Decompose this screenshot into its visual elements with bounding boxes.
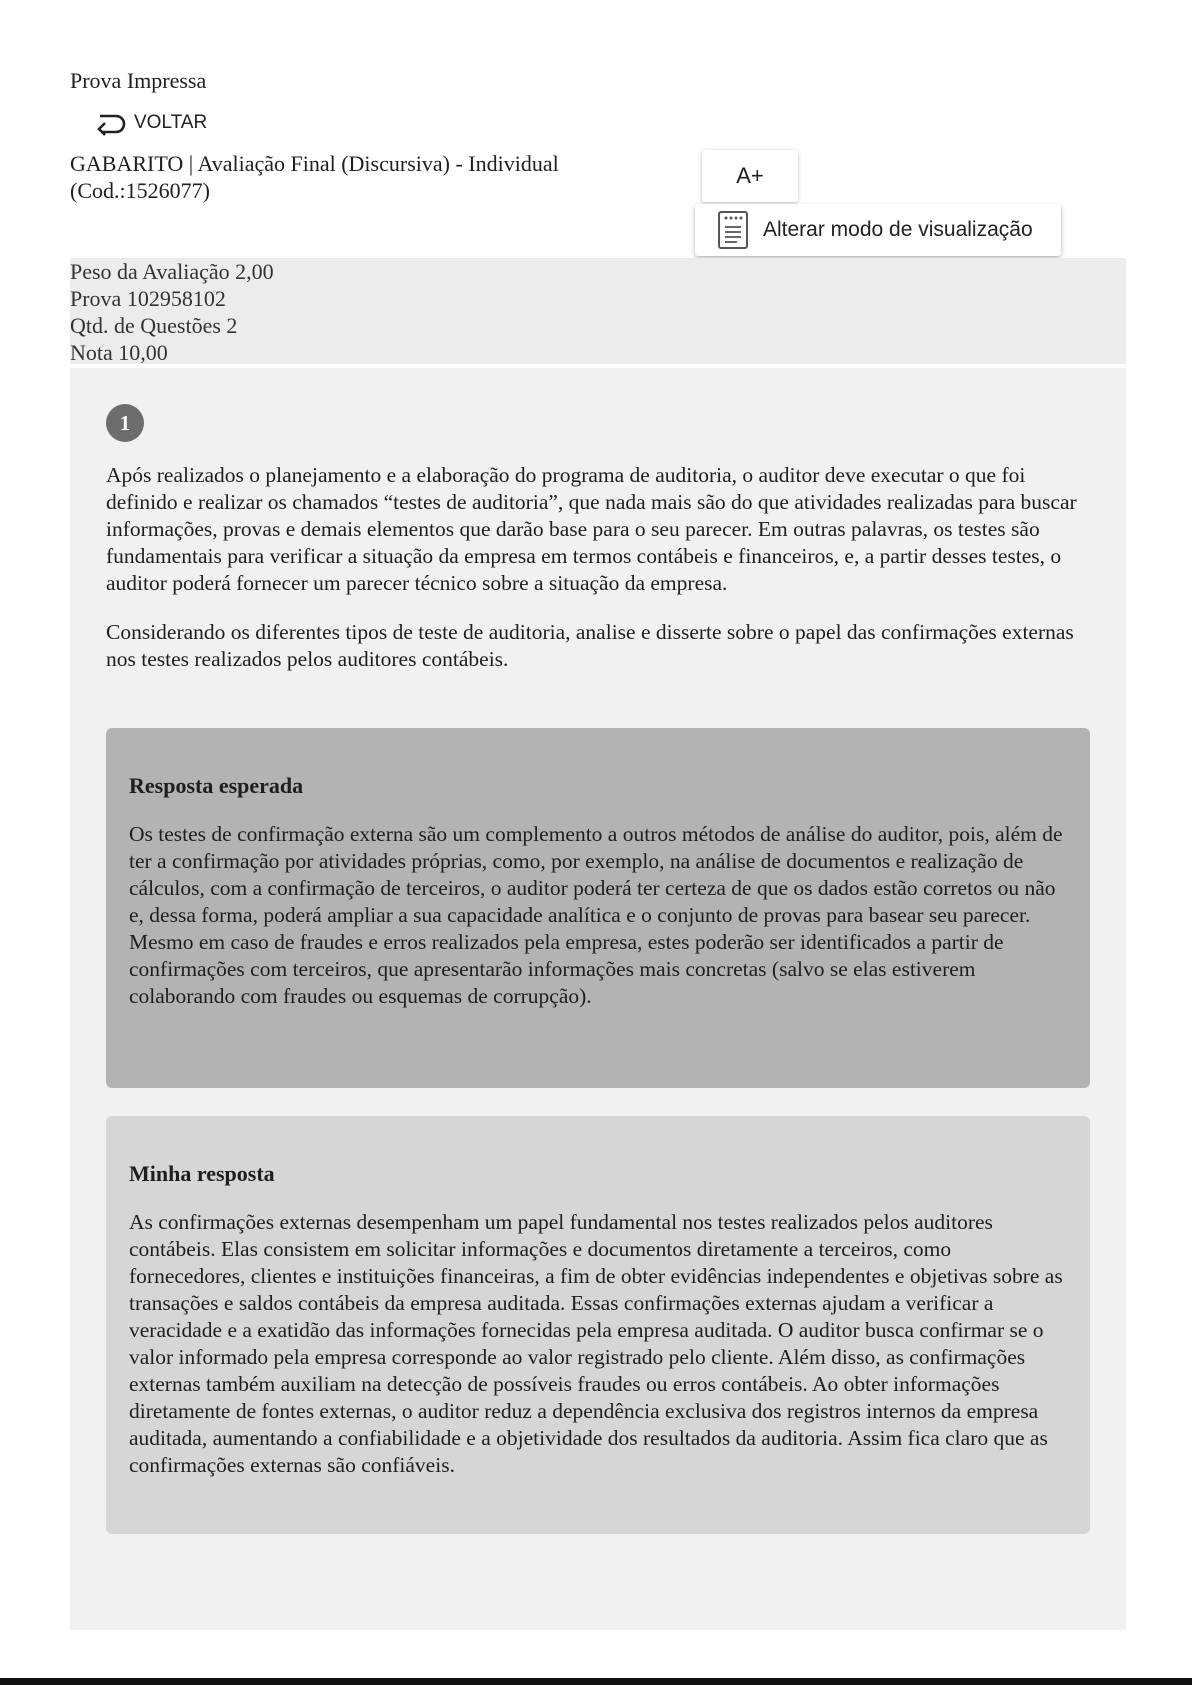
increase-font-button[interactable]: A+ — [702, 150, 798, 202]
expected-answer-box — [106, 728, 1090, 1088]
question-paragraph: Após realizados o planejamento e a elaboração do programa de auditoria, o auditor deve executar o que foi definido e realizar os chamados “testes de auditoria”, que nada mais são do que atividades realizadas para buscar informações, provas e demais elementos que darão base para o seu parecer. Em outras palavras, os testes são fundamentais para verificar a situação da empresa em termos contábeis e financeiros, e, a partir desses testes, o auditor poderá fornecer um parecer técnico sobre a situação da empresa. — [106, 463, 1077, 595]
view-mode-label: Alterar modo de visualização — [763, 218, 1033, 241]
my-answer-text: As confirmações externas desempenham um papel fundamental nos testes realizados pelos auditores contábeis. Elas consistem em solicitar informações e documentos diretamente a terceiros, como fornecedores, clientes e instituições financeiras, a fim de obter evidências independentes e objetivas sobre as transações e saldos contábeis da empresa auditada. Essas confirmações externas ajudam a verificar a veracidade e a exatidão das informações fornecidas pela empresa auditada. O auditor busca confirmar se o valor informado pela empresa corresponde ao valor registrado pelo cliente. Além disso, as confirmações externas também auxiliam na detecção de possíveis fraudes ou erros contábeis. Ao obter informações diretamente de fontes externas, o auditor reduz a dependência exclusiva dos registros internos da empresa auditada, aumentando a confiabilidade e a objetividade dos resultados da auditoria. Assim fica claro que as confirmações externas são confiáveis. — [129, 1210, 1063, 1477]
back-button[interactable] — [92, 108, 207, 138]
expected-answer-heading: Resposta esperada — [129, 773, 304, 798]
return-arrow-icon — [92, 108, 128, 138]
exam-grade: Nota 10,00 — [70, 340, 168, 365]
exam-id: Prova 102958102 — [70, 286, 226, 311]
expected-answer-text: Os testes de confirmação externa são um complemento a outros métodos de análise do auditor, pois, além de ter a confirmação por atividades próprias, como, por exemplo, na análise de documentos e realização de cálculos, com a confirmação de terceiros, o auditor poderá ter certeza de que os dados estão corretos ou não e, dessa forma, poderá ampliar a sua capacidade analítica e o conjunto de provas para basear seu parecer. Mesmo em caso de fraudes e erros realizados pela empresa, estes poderão ser identificados a partir de confirmações com terceiros, que apresentarão informações mais concretas (salvo se elas estiverem colaborando com fraudes ou esquemas de corrupção). — [129, 822, 1063, 1008]
question-count: Qtd. de Questões 2 — [70, 313, 238, 338]
exam-weight: Peso da Avaliação 2,00 — [70, 259, 274, 284]
view-mode-button[interactable] — [695, 204, 1061, 256]
bottom-edge — [0, 1678, 1192, 1685]
question-paragraph: Considerando os diferentes tipos de teste de auditoria, analise e disserte sobre o papel das confirmações externas nos testes realizados pelos auditores contábeis. — [106, 620, 1074, 671]
question-statement — [106, 462, 1096, 695]
question-number-badge: 1 — [106, 404, 144, 442]
my-answer-heading: Minha resposta — [129, 1161, 275, 1186]
document-icon — [717, 210, 749, 250]
app-title: Prova Impressa — [70, 68, 207, 93]
back-button-label: VOLTAR — [134, 112, 208, 133]
my-answer-box — [106, 1116, 1090, 1534]
question-panel — [70, 368, 1126, 1630]
exam-title: GABARITO | Avaliação Final (Discursiva) - Individual (Cod.:1526077) — [70, 151, 559, 203]
exam-info-panel — [70, 258, 1126, 364]
